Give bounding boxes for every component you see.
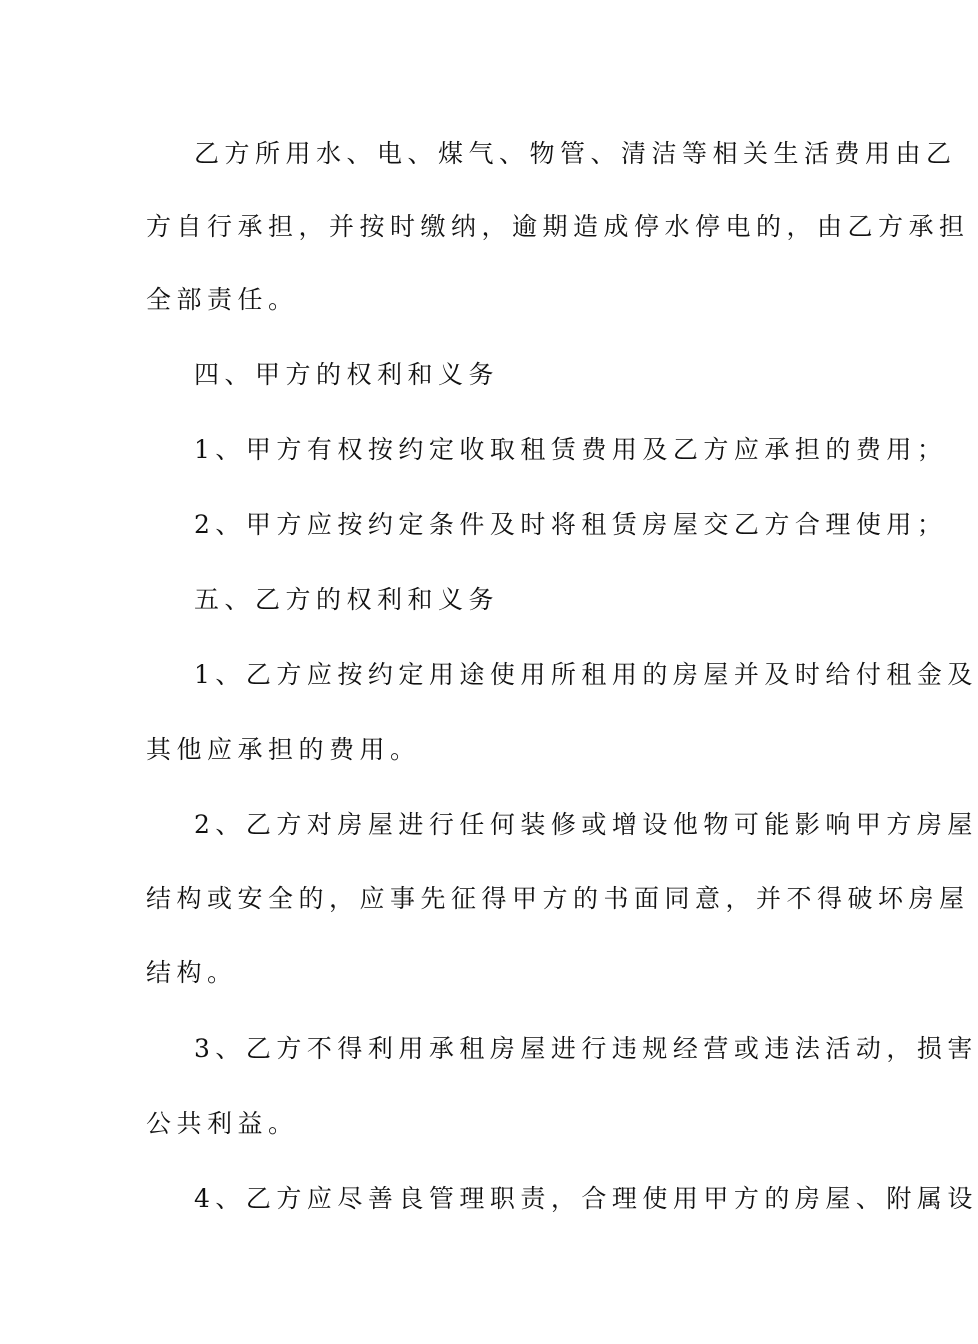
paragraph-line: 4、乙方应尽善良管理职责，合理使用甲方的房屋、附属设 [194, 1184, 978, 1213]
paragraph-line: 结构或安全的，应事先征得甲方的书面同意，并不得破坏房屋 [146, 884, 970, 913]
section-heading: 五、乙方的权利和义务 [194, 585, 500, 614]
paragraph-line: 其他应承担的费用。 [146, 735, 421, 764]
paragraph-line: 乙方所用水、电、煤气、物管、清洁等相关生活费用由乙 [194, 139, 957, 168]
paragraph-line: 2、乙方对房屋进行任何装修或增设他物可能影响甲方房屋 [194, 810, 978, 839]
paragraph-line: 1、甲方有权按约定收取租赁费用及乙方应承担的费用； [194, 435, 948, 464]
paragraph-line: 公共利益。 [146, 1109, 299, 1138]
section-heading: 四、甲方的权利和义务 [194, 360, 500, 389]
paragraph-line: 方自行承担，并按时缴纳，逾期造成停水停电的，由乙方承担 [146, 212, 970, 241]
paragraph-line: 2、甲方应按约定条件及时将租赁房屋交乙方合理使用； [194, 510, 948, 539]
paragraph-line: 1、乙方应按约定用途使用所租用的房屋并及时给付租金及 [194, 660, 978, 689]
paragraph-line: 结构。 [146, 958, 238, 987]
paragraph-line: 全部责任。 [146, 285, 299, 314]
paragraph-line: 3、乙方不得利用承租房屋进行违规经营或违法活动，损害 [194, 1034, 978, 1063]
